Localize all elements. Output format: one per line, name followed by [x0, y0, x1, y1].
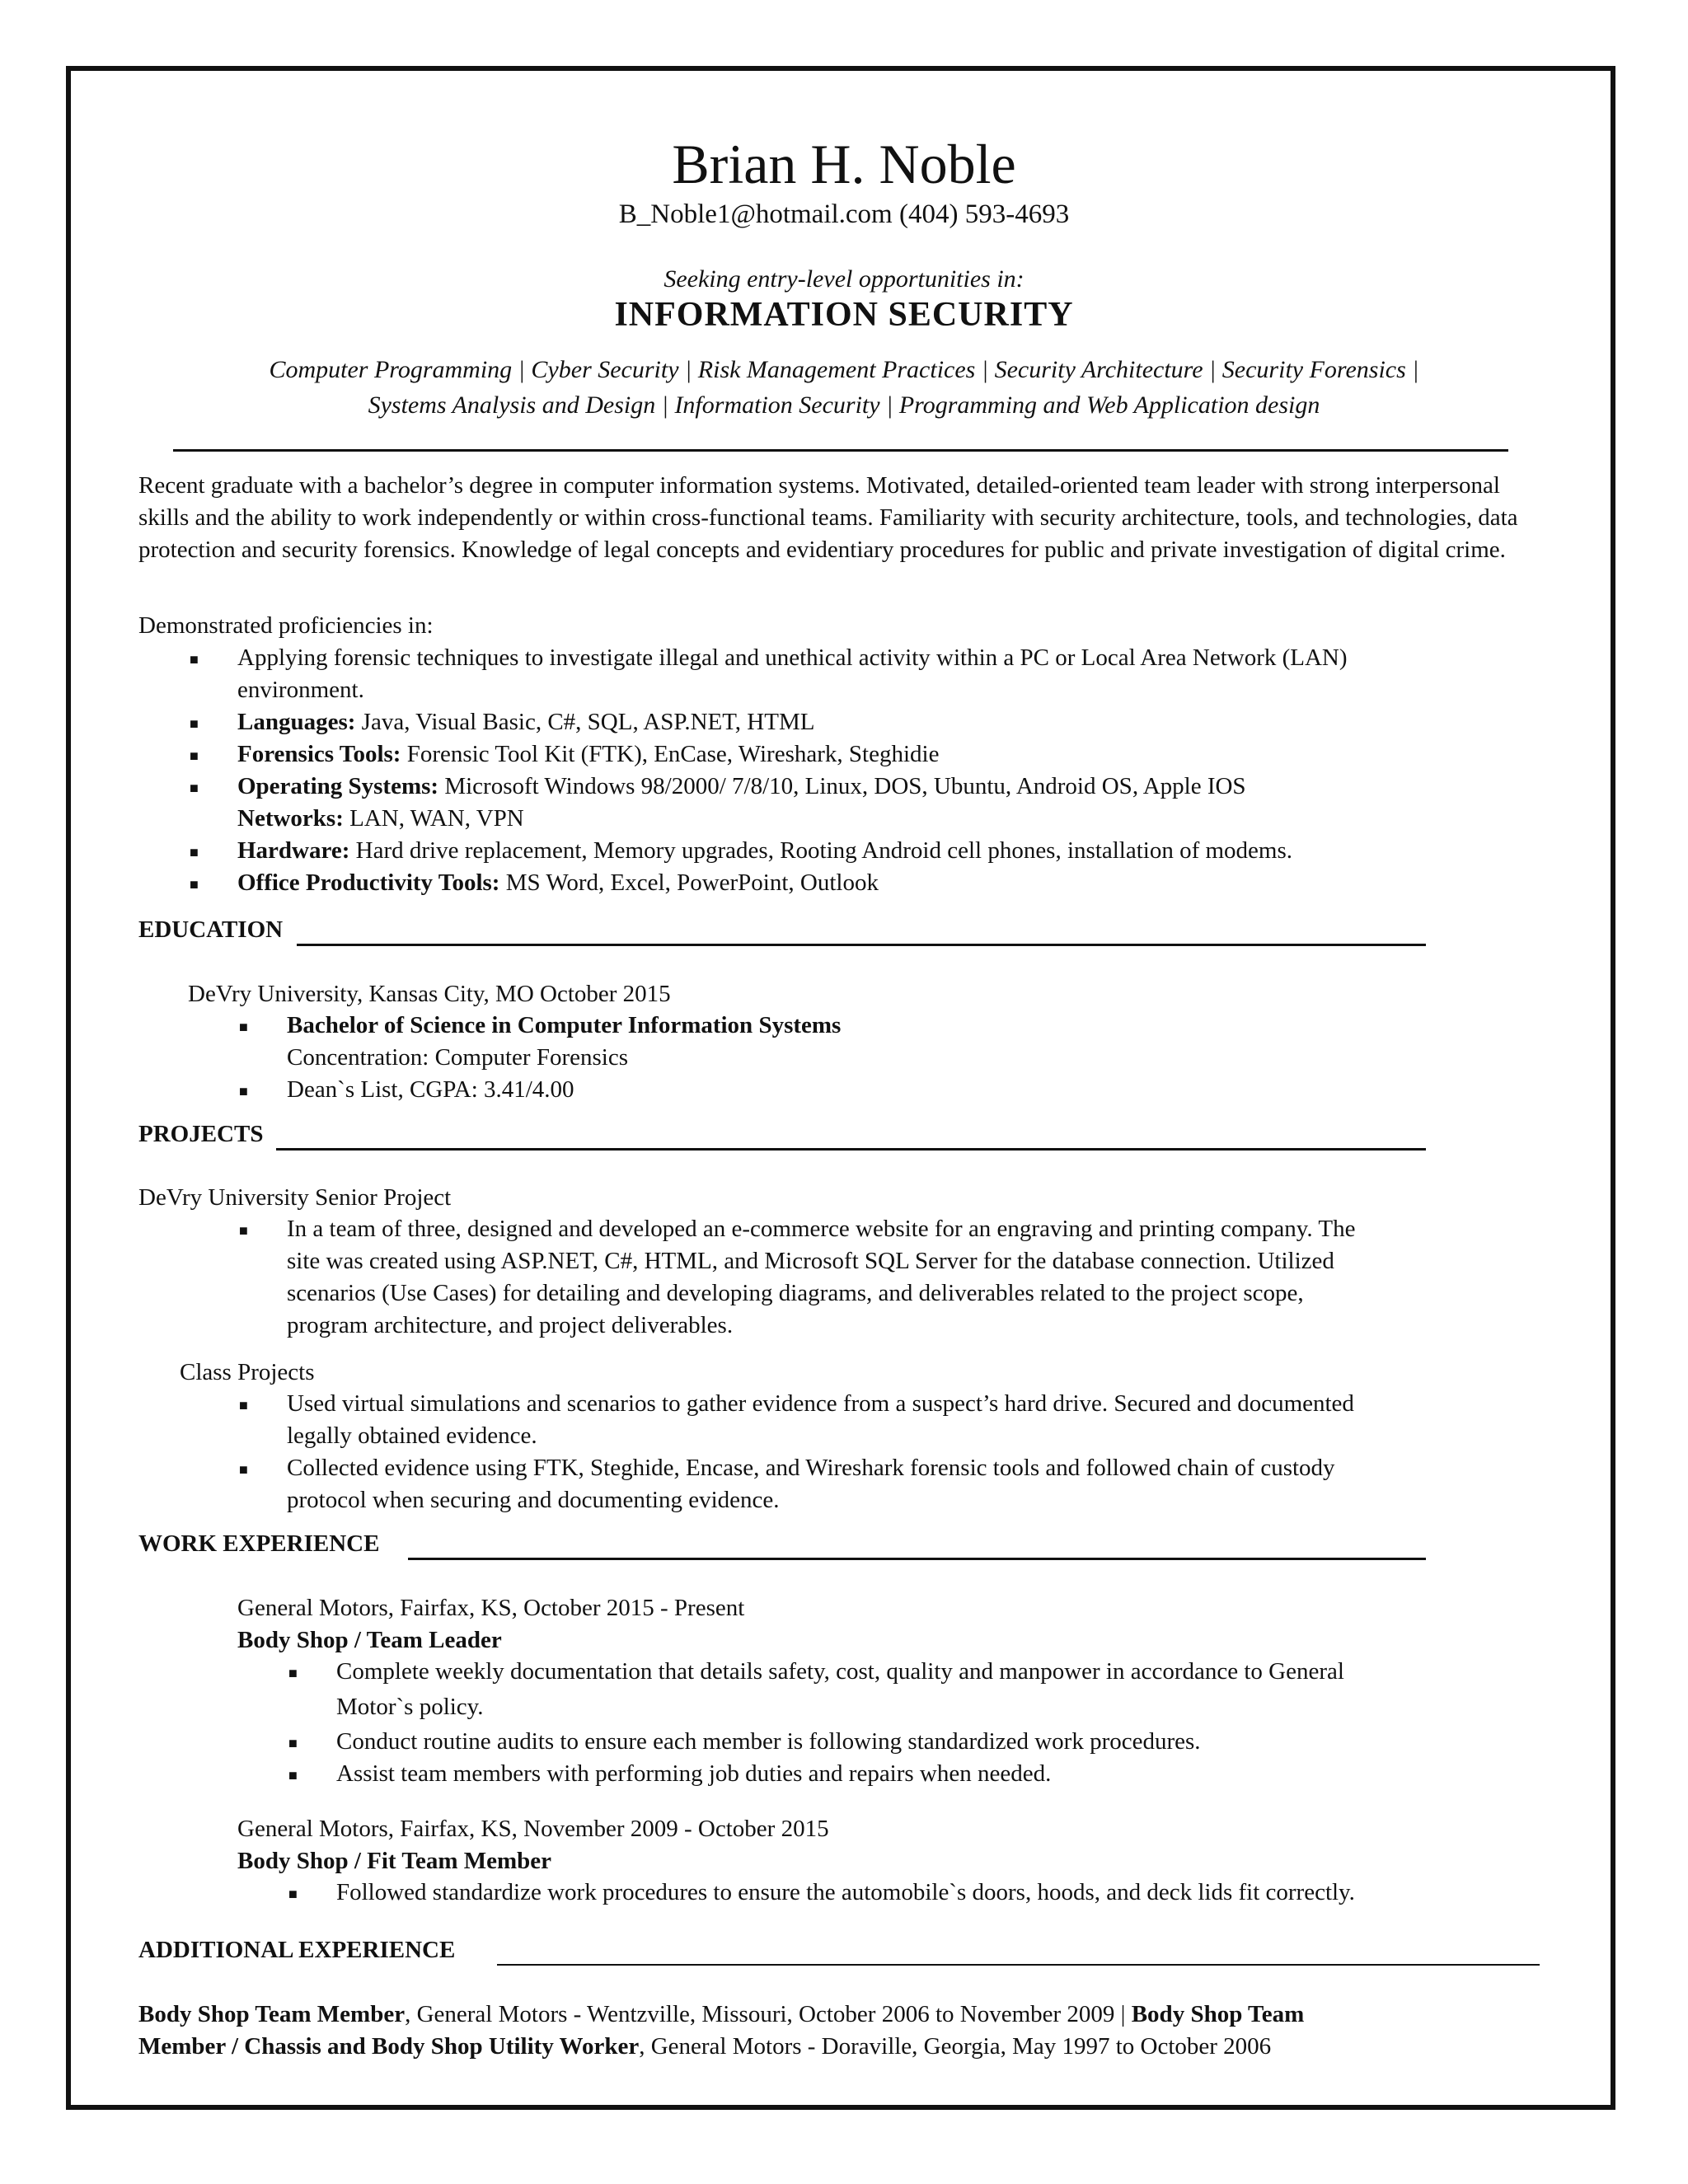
- class-projects-title: Class Projects: [180, 1359, 315, 1385]
- bullet-icon: ■: [288, 1735, 298, 1751]
- education-heading: EDUCATION: [138, 916, 284, 943]
- class-project-line: protocol when securing and documenting evidence.: [287, 1487, 780, 1513]
- bullet-icon: ■: [288, 1665, 298, 1681]
- section-rule: [297, 944, 1426, 946]
- skills-line-1: Computer Programming | Cyber Security | Risk Management Practices | Security Architecture | Security Forensics |: [269, 356, 1419, 383]
- bullet-icon: ■: [239, 1019, 248, 1035]
- education-school: DeVry University, Kansas City, MO October 2015: [188, 981, 671, 1007]
- class-project-line: Collected evidence using FTK, Steghide, Encase, and Wireshark forensic tools and followed chain of custody: [287, 1455, 1335, 1481]
- job-bullet-line: Complete weekly documentation that details safety, cost, quality and manpower in accordance to General: [336, 1658, 1344, 1685]
- proficiency-item: Applying forensic techniques to investigate illegal and unethical activity within a PC or Local Area Network (LAN): [237, 644, 1348, 671]
- job-meta: General Motors, Fairfax, KS, November 2009 - October 2015: [237, 1816, 829, 1842]
- proficiency-item: Forensics Tools: Forensic Tool Kit (FTK), EnCase, Wireshark, Steghidie: [237, 741, 940, 767]
- section-rule: [276, 1148, 1426, 1151]
- proficiency-item: Operating Systems: Microsoft Windows 98/2000/ 7/8/10, Linux, DOS, Ubuntu, Android OS, Apple IOS: [237, 773, 1246, 799]
- bullet-icon: ■: [239, 1222, 248, 1239]
- job-bullet-line: Conduct routine audits to ensure each member is following standardized work procedures.: [336, 1728, 1201, 1755]
- section-rule: [408, 1558, 1426, 1560]
- bullet-icon: ■: [239, 1397, 248, 1413]
- contact-info: B_Noble1@hotmail.com (404) 593-4693: [618, 199, 1070, 229]
- education-concentration: Concentration: Computer Forensics: [287, 1044, 628, 1071]
- proficiency-item: Languages: Java, Visual Basic, C#, SQL, ASP.NET, HTML: [237, 709, 815, 735]
- senior-project-line: scenarios (Use Cases) for detailing and developing diagrams, and deliverables related to the project scope,: [287, 1280, 1304, 1306]
- work-heading: WORK EXPERIENCE: [138, 1530, 380, 1557]
- job-title: Body Shop / Team Leader: [237, 1627, 502, 1653]
- education-degree: Bachelor of Science in Computer Information Systems: [287, 1012, 842, 1038]
- education-honors: Dean`s List, CGPA: 3.41/4.00: [287, 1076, 574, 1103]
- job-bullet-line: Motor`s policy.: [336, 1694, 484, 1720]
- bullet-icon: ■: [190, 651, 199, 668]
- bullet-icon: ■: [190, 715, 199, 732]
- proficiency-item-cont: environment.: [237, 677, 364, 703]
- projects-heading: PROJECTS: [138, 1121, 264, 1147]
- resume-name: Brian H. Noble: [672, 133, 1016, 195]
- bullet-icon: ■: [239, 1461, 248, 1478]
- headline: INFORMATION SECURITY: [614, 296, 1074, 334]
- bullet-icon: ■: [190, 780, 199, 796]
- bullet-icon: ■: [288, 1886, 298, 1902]
- section-rule: [497, 1964, 1540, 1966]
- header-divider: [173, 449, 1508, 452]
- job-bullet-line: Followed standardize work procedures to ensure the automobile`s doors, hoods, and deck lids fit correctly.: [336, 1879, 1355, 1905]
- proficiency-item-cont: Networks: LAN, WAN, VPN: [237, 805, 524, 832]
- job-meta: General Motors, Fairfax, KS, October 2015 - Present: [237, 1595, 745, 1621]
- bullet-icon: ■: [190, 876, 199, 893]
- bullet-icon: ■: [288, 1767, 298, 1783]
- bullet-icon: ■: [190, 748, 199, 764]
- additional-line: Member / Chassis and Body Shop Utility Worker, General Motors - Doraville, Georgia, May 1997 to October 2006: [138, 2033, 1272, 2060]
- proficiency-item: Office Productivity Tools: MS Word, Excel, PowerPoint, Outlook: [237, 869, 879, 896]
- summary-paragraph: Recent graduate with a bachelor’s degree in computer information systems. Motivated, detailed-oriented team leader with strong interpersonal skills and the ability to work independently or within cross-functional teams. Familiarity with security architecture, tools, and technologies, data protection and security forensics. Knowledge of legal concepts and evidentiary procedures for public and private investigation of digital crime.: [138, 472, 1518, 563]
- additional-line: Body Shop Team Member, General Motors - Wentzville, Missouri, October 2006 to November 2009 | Body Shop Team: [138, 2001, 1305, 2027]
- senior-project-title: DeVry University Senior Project: [138, 1184, 452, 1211]
- job-bullet-line: Assist team members with performing job duties and repairs when needed.: [336, 1760, 1052, 1787]
- class-project-line: Used virtual simulations and scenarios to gather evidence from a suspect’s hard drive. Secured and documented: [287, 1390, 1354, 1417]
- proficiency-item: Hardware: Hard drive replacement, Memory upgrades, Rooting Android cell phones, installation of modems.: [237, 837, 1293, 864]
- seeking-line: Seeking entry-level opportunities in:: [663, 265, 1025, 293]
- job-title: Body Shop / Fit Team Member: [237, 1848, 552, 1874]
- bullet-icon: ■: [190, 844, 199, 860]
- bullet-icon: ■: [239, 1083, 248, 1099]
- senior-project-line: site was created using ASP.NET, C#, HTML, and Microsoft SQL Server for the database connection. Utilized: [287, 1248, 1334, 1274]
- skills-line-2: Systems Analysis and Design | Information Security | Programming and Web Application design: [368, 391, 1320, 419]
- additional-heading: ADDITIONAL EXPERIENCE: [138, 1937, 456, 1963]
- senior-project-line: In a team of three, designed and developed an e-commerce website for an engraving and printing company. The: [287, 1216, 1356, 1242]
- senior-project-line: program architecture, and project deliverables.: [287, 1312, 734, 1338]
- proficiencies-intro: Demonstrated proficiencies in:: [138, 612, 434, 639]
- class-project-line: legally obtained evidence.: [287, 1422, 537, 1449]
